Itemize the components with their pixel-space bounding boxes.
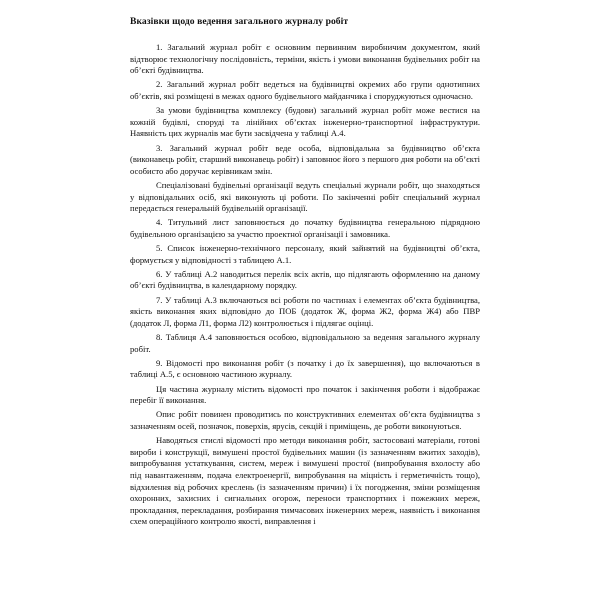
paragraph: 9. Відомості про виконання робіт (з початку і до їх завершення), що включаються в таблиці А.5, є основною частиною журналу. (130, 357, 480, 380)
paragraph: Опис робіт повинен проводитись по конструктивних елементах об’єкта будівництва з зазначенням осей, позначок, поверхів, ярусів, секцій і приміщень, де роботи виконуються. (130, 409, 480, 431)
paragraph: 5. Список інженерно-технічного персоналу, який зайнятий на будівництві об’єкта, формується у відповідності з таблицею А.1. (130, 243, 480, 265)
paragraph: 8. Таблиця А.4 заповнюється особою, відповідальною за ведення загального журналу робіт. (130, 332, 480, 354)
document-body (130, 42, 480, 530)
paragraph: Ця частина журналу містить відомості про початок і закінчення роботи і відображає перебіг її виконання. (130, 383, 480, 406)
paragraph: 3. Загальний журнал робіт веде особа, відповідальна за будівництво об’єкта (виконавець робіт, старший виконавець робіт) і заповнює його з першого дня роботи на об’єкті особисто або доручає керівникам змін. (130, 142, 480, 176)
paragraph: Спеціалізовані будівельні організації ведуть спеціальні журнали робіт, що знаходяться у відповідальних осіб, які виконують ці роботи. По закінченні робіт спеціальний журнал передається генеральній будівельній організації. (130, 179, 480, 214)
paragraph: 1. Загальний журнал робіт є основним первинним виробничим документом, який відтворює технологічну послідовність, терміни, якість і умови виконання будівельних робіт на об’єкті будівництва. (130, 42, 480, 76)
paragraph: 6. У таблиці А.2 наводиться перелік всіх актів, що підлягають оформленню на даному об’єкті будівництва, в календарному порядку. (130, 268, 480, 291)
document-title: Вказівки щодо ведення загального журналу робіт (130, 16, 349, 27)
paragraph: 4. Титульний лист заповнюється до початку будівництва генеральною підрядною будівельною організацією за участю проектної організації і замовника. (130, 217, 480, 239)
paragraph: За умови будівництва комплексу (будови) загальний журнал робіт може вестися на кожній будівлі, споруді та лінійних об’єктах інженерно-транспортної інфраструктури. Наявність цих журналів має бути засвідчена у таблиці А.4. (130, 105, 480, 139)
paragraph: 2. Загальний журнал робіт ведеться на будівництві окремих або групи однотипних об’єктів, які розміщені в межах одного будівельного майданчика і споруджуються одночасно. (130, 79, 480, 101)
paragraph: Наводяться стислі відомості про методи виконання робіт, застосовані матеріали, готові вироби і конструкції, вимушені простої будівельних машин (із зазначенням вжитих заходів), випробування устаткування, систем, мереж і вимушені простої (випробування вхолосту або під навантаженням, подача електроенергії, випробування на міцність і герметичність тощо), відхилення від робочих креслень (із зазначенням причин) і їх погодження, зміни розміщення охоронних, захисних і сигнальних огорож, переноси транспортних і пожежних мереж, прокладання, перекладання, розбирання тимчасових інженерних мереж, наявність і виконання схем операційного контролю якості, виправлення і (130, 435, 480, 527)
paragraph: 7. У таблиці А.3 включаються всі роботи по частинах і елементах об’єкта будівництва, якість виконання яких відповідно до ПОБ (додаток Ж, форма Ж2, форма Ж4) або ПВР (додаток Л, форма Л1, форма Л2) контролюється і підлягає оцінці. (130, 294, 480, 328)
